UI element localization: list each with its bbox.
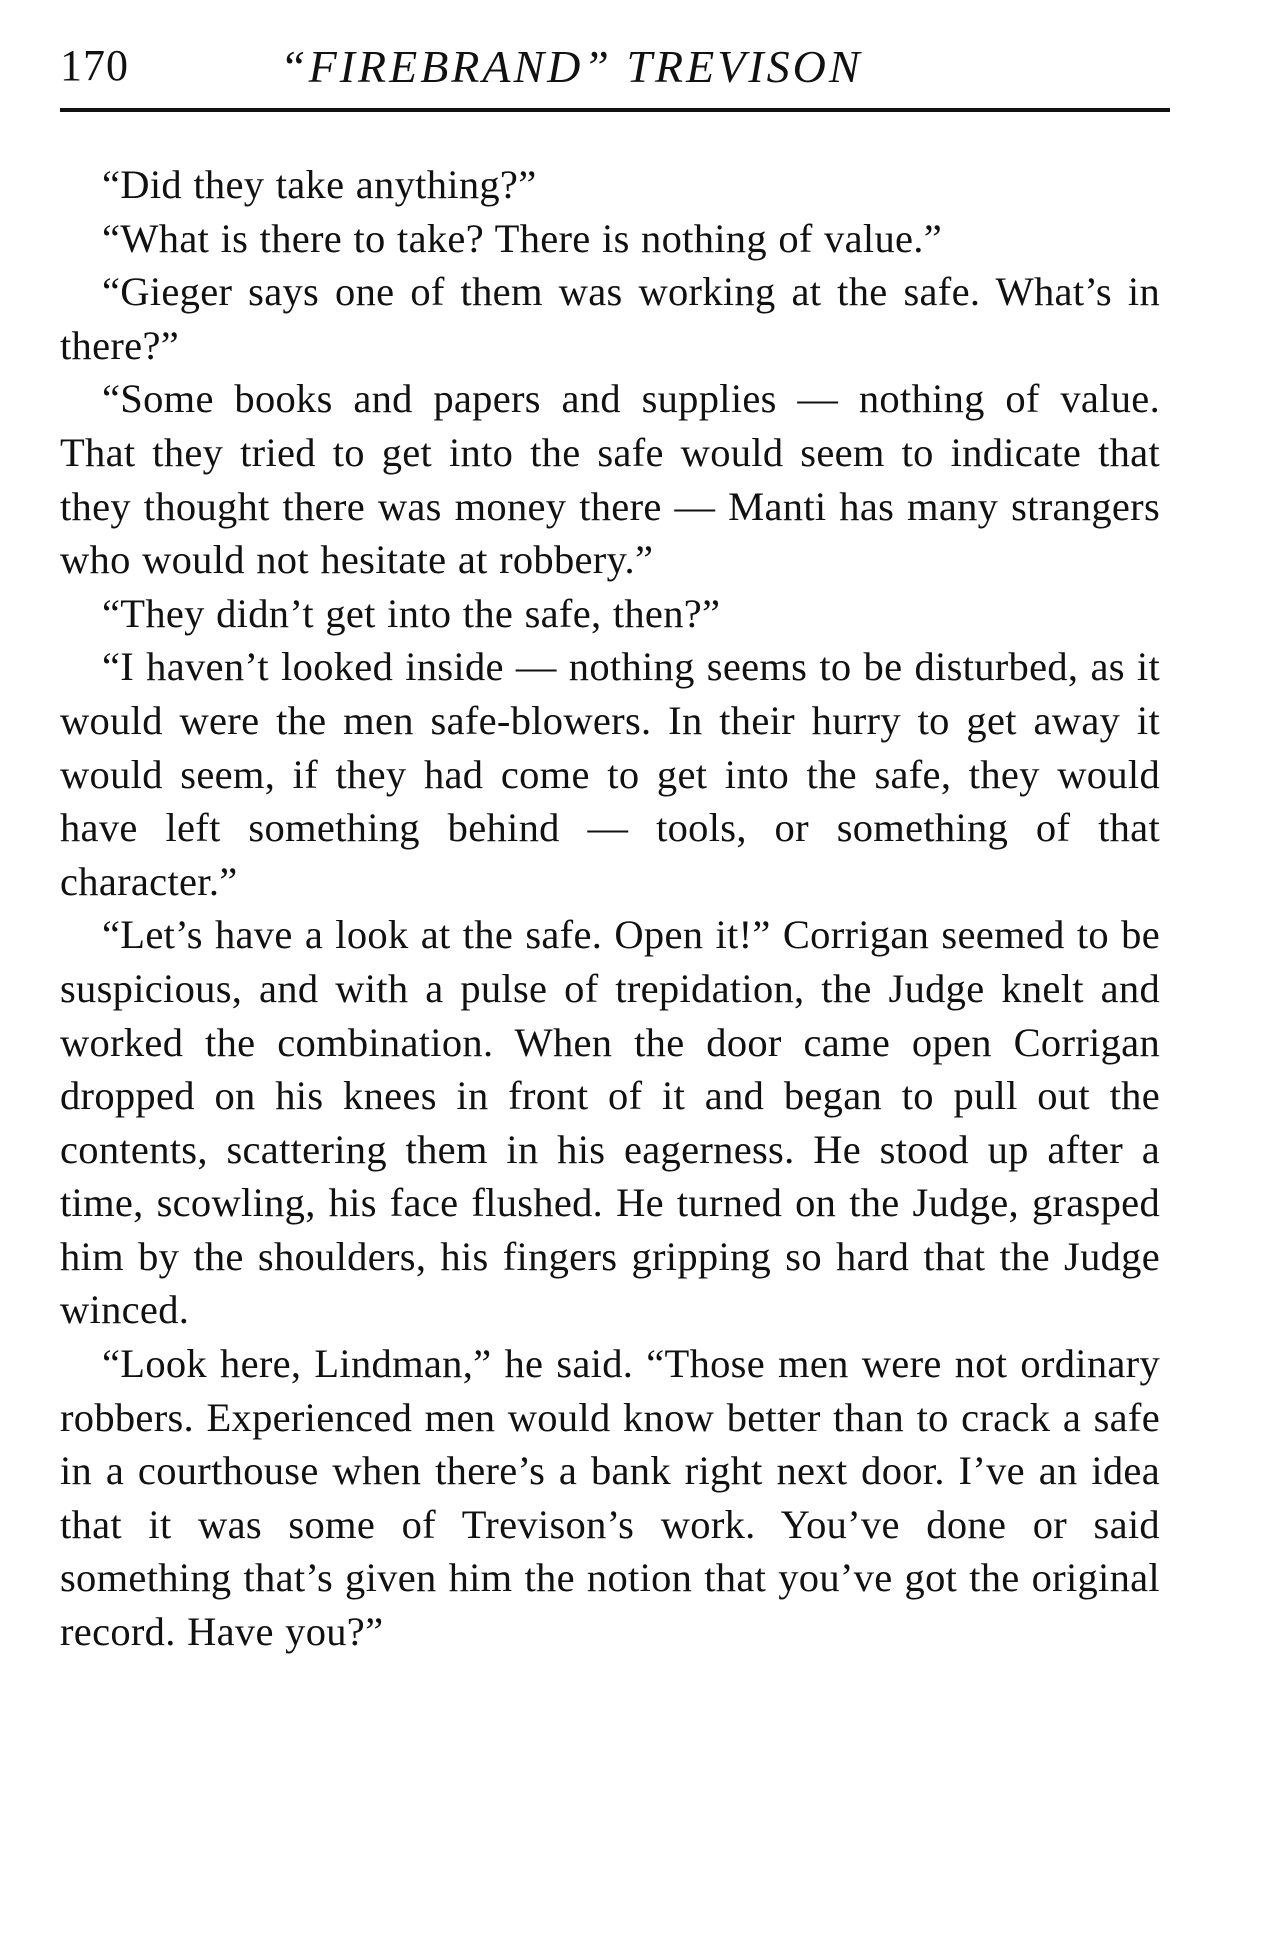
paragraph: “I haven’t looked inside — nothing seems to be disturbed, as it would were the men safe-blowers. In their hurry to get away it would seem, if they had come to get into the safe, they would have left something behind — tools, or something of that character.”	[60, 644, 1160, 904]
paragraph: “Did they take anything?”	[102, 162, 537, 207]
book-page	[60, 30, 1170, 1910]
paragraph: “Some books and papers and supplies — nothing of value. That they tried to get into the safe would seem to indicate that they thought there was money there — Manti has many strangers who would not hesitate at robbery.”	[60, 376, 1160, 583]
page-number: 170	[60, 41, 129, 90]
page-header	[60, 30, 1170, 118]
paragraph: “They didn’t get into the safe, then?”	[102, 590, 721, 636]
paragraph: “Look here, Lindman,” he said. “Those men were not ordinary robbers. Experienced men would know better than to crack a safe in a courthouse when there’s a bank right next door. I’ve an idea that it was some of Trevison’s work. You’ve done or said something that’s given him the notion that you’ve got the original record. Have you?”	[60, 1341, 1160, 1655]
paragraph: “Let’s have a look at the safe. Open it!” Corrigan seemed to be suspicious, and with a pulse of trepidation, the Judge knelt and worked the combination. When the door came open Corrigan dropped on his knees in front of it and began to pull out the contents, scattering them in his eagerness. He stood up after a time, scowling, his face flushed. He turned on the Judge, grasped him by the shoulders, his fingers gripping so hard that the Judge winced.	[60, 912, 1160, 1333]
body-text	[60, 158, 1160, 1659]
paragraph: “What is there to take? There is nothing of value.”	[102, 215, 942, 261]
running-title: “FIREBRAND” TREVISON	[280, 41, 863, 92]
paragraph: “Gieger says one of them was working at the safe. What’s in there?”	[60, 269, 1160, 368]
header-rule	[60, 108, 1170, 112]
